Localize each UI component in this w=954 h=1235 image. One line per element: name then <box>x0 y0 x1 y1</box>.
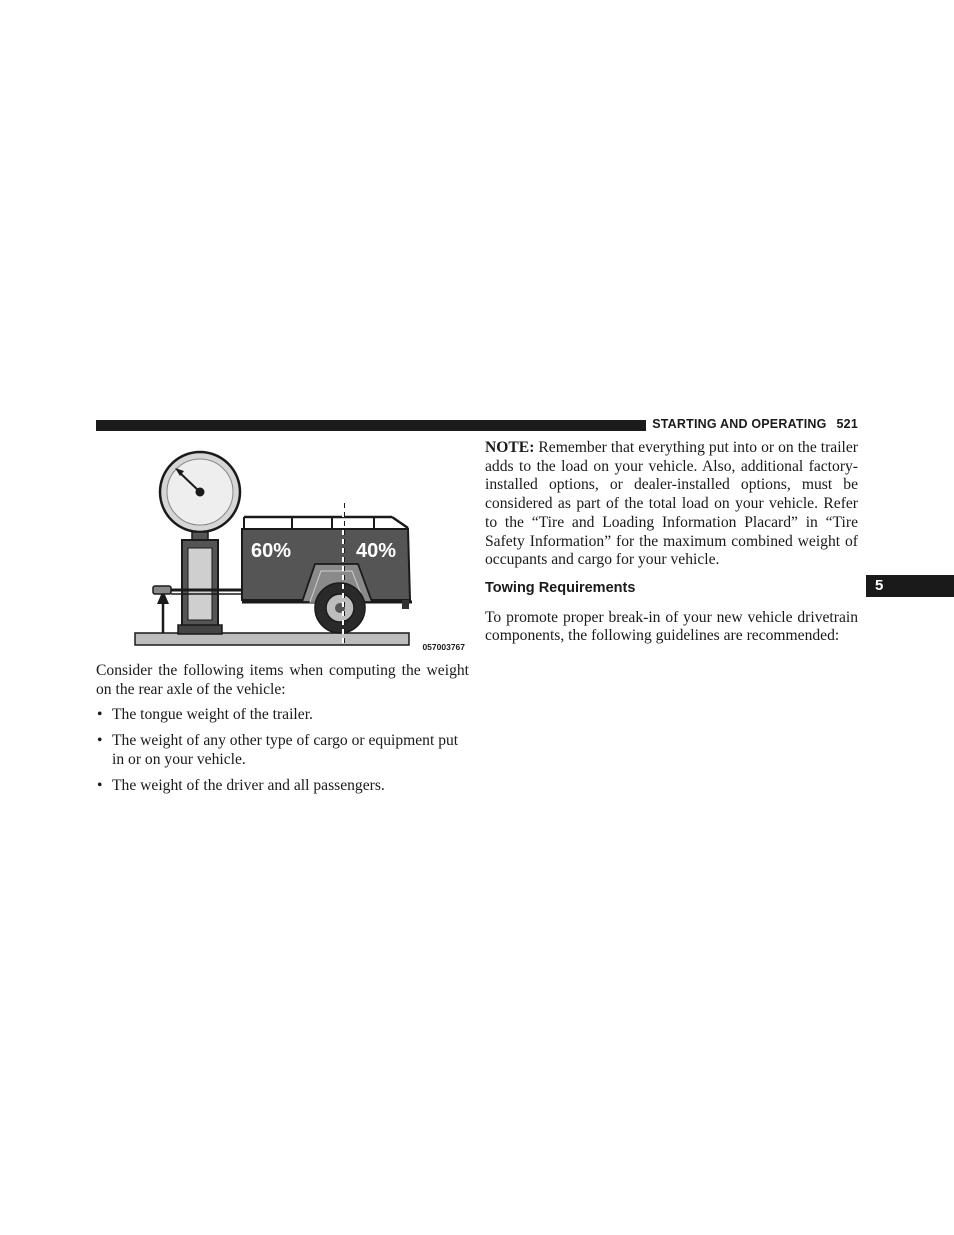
note-paragraph <box>485 439 858 570</box>
header-rule <box>96 420 646 431</box>
cargo-rail-end <box>392 517 408 528</box>
trailer-weight-figure <box>122 440 468 658</box>
running-header <box>652 417 858 431</box>
page-number: 521 <box>836 417 858 431</box>
note-text: Remember that everything put into or on the trailer adds to the load on your vehicle. Also, additional factory-installed options, or dealer-installed options, must be considered as part of the total load on your vehicle. Refer to the “Tire and Loading Information Placard” in “Tire Safety Information” for the maximum combined weight of occupants and cargo for your vehicle. <box>485 439 858 569</box>
scale-base <box>178 625 222 634</box>
trailer-scale-illustration <box>122 440 468 658</box>
section-title: Towing Requirements <box>485 579 636 596</box>
chapter-tab: 5 <box>866 575 954 597</box>
front-percent-label: 60% <box>251 540 292 562</box>
ground-strip <box>135 633 409 645</box>
list-item: • The weight of any other type of cargo or equipment put in or on your vehicle. <box>96 732 469 769</box>
rear-axle-intro: Consider the following items when computing the weight on the rear axle of the vehicle: <box>96 662 469 698</box>
list-item: • The weight of the driver and all passengers. <box>96 777 469 796</box>
rear-bumper <box>402 600 409 609</box>
right-column <box>485 439 858 646</box>
towing-requirements-text: To promote proper break-in of your new vehicle drivetrain components, the following guidelines are recommended: <box>485 608 858 645</box>
list-item: • The tongue weight of the trailer. <box>96 706 469 725</box>
header-section-title: STARTING AND OPERATING <box>652 417 827 431</box>
hitch-coupler <box>153 586 171 594</box>
rear-axle-items <box>96 706 469 795</box>
note-label: NOTE: <box>485 439 535 456</box>
left-column <box>96 662 469 795</box>
rear-percent-label: 40% <box>356 540 397 562</box>
scale-column-window <box>188 548 212 620</box>
gauge-pivot <box>196 488 205 497</box>
figure-code: 057003767 <box>422 642 465 652</box>
